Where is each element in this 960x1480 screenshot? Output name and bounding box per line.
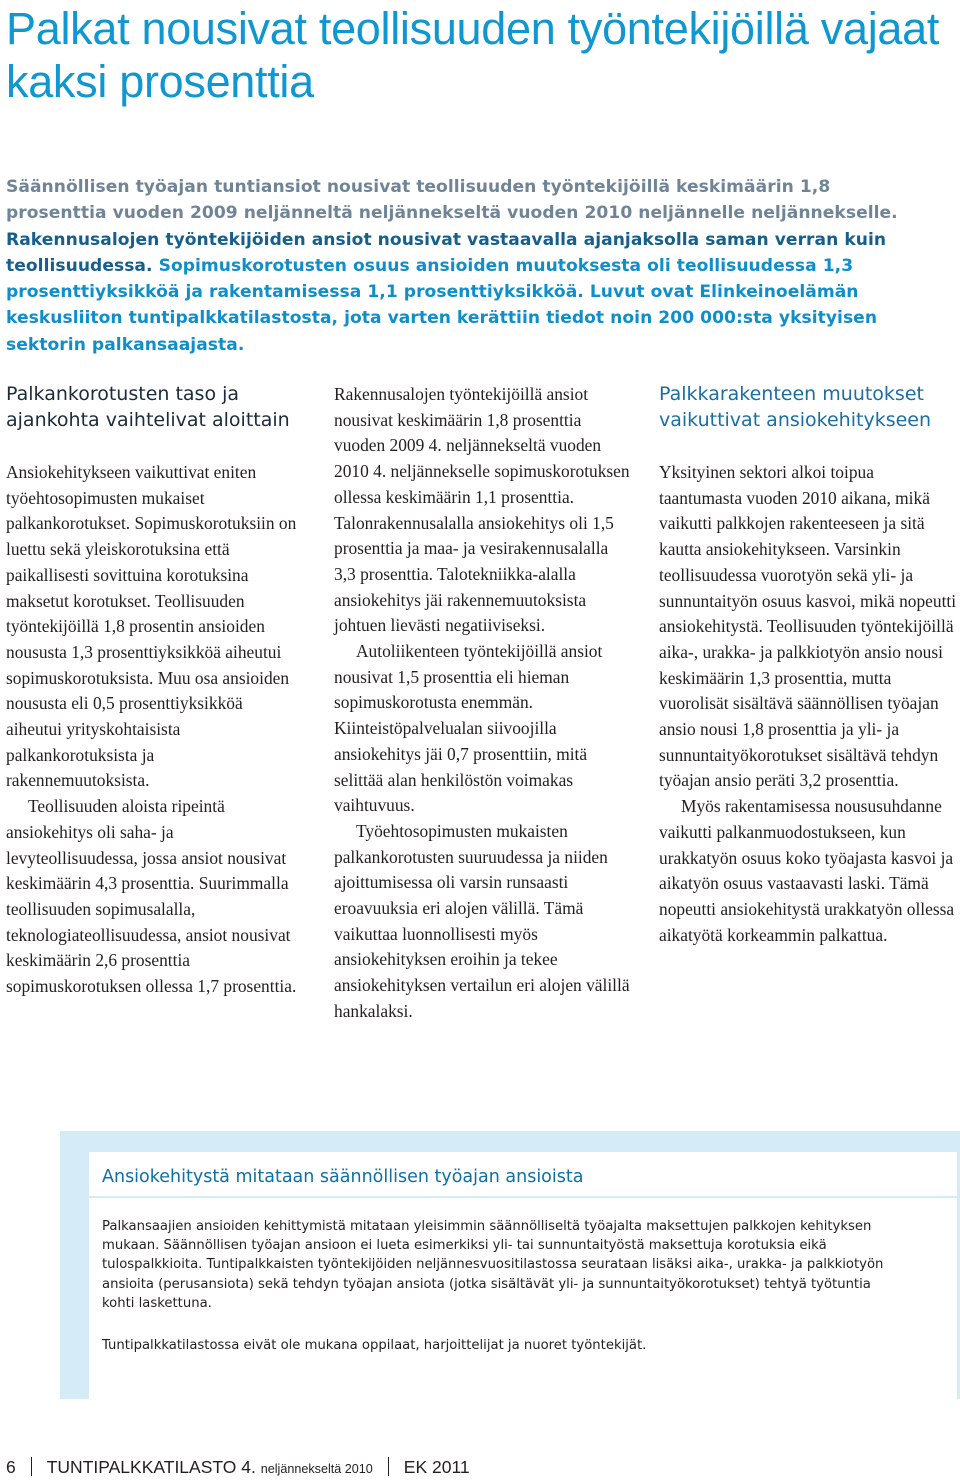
info-box-text-2: Tuntipalkkatilastossa eivät ole mukana oppilaat, harjoittelijat ja nuoret työntekijät. — [102, 1338, 647, 1353]
column-right-paragraph-1: Yksityinen sektori alkoi toipua taantumasta vuoden 2010 aikana, mikä vaikutti palkkojen rakenteeseen ja sitä kautta ansiokehitykseen. Varsinkin teollisuudessa vuorotyön sekä yli- ja sunnuntaityön osuus kasvoi, mikä nopeutti ansiokehitystä. Teollisuuden työntekijöillä aika-, urakka- ja palkkiotyön ansio nousi keskimäärin 1,3 prosenttia, mutta vuorolisät sisältävä säännöllisen työajan ansio nousi 1,8 prosenttia ja yli- ja sunnuntaityökorotukset sisältävä tehdyn työajan ansio peräti 3,2 prosenttia. — [659, 462, 957, 791]
column-right-paragraph-2: Myös rakentamisessa noususuhdanne vaikutti palkanmuodostukseen, kun urakkatyön osuus koko työajasta kasvoi ja aikatyön osuus vastaavasti laski. Tämä nopeutti ansiokehitystä urakkatyön ollessa aikatyötä korkeammin palkattua. — [659, 796, 955, 945]
column-left-heading: Palkankorotusten taso ja ajankohta vaihtelivat aloittain — [6, 383, 290, 431]
lead-part-3: Sopimuskorotusten osuus ansioiden muutoksesta oli teollisuudessa 1,3 prosenttiyksikköä ja rakentamisessa 1,1 prosenttiyksikköä. Luvut ovat Elinkeinoelämän keskusliiton tuntipalkkatilastosta, jota varten kerättiin tiedot noin 200 000:sta yksityisen sektorin palkansaajasta. — [6, 255, 878, 355]
info-box-title: Ansiokehitystä mitataan säännöllisen työajan ansioista — [102, 1167, 584, 1187]
lead-paragraph — [6, 174, 906, 358]
column-middle-paragraph-3: Työehtosopimusten mukaisten palkankorotusten suuruudessa ja niiden ajoittumisessa oli varsin runsaasti eroavuuksia eri alojen välillä. Tämä vaikuttaa luonnollisesti myös ansiokehityksen eroihin ja tekee ansiokehityksen vertailun eri alojen välillä hankalaksi. — [334, 820, 630, 1021]
edition: EK 2011 — [403, 1457, 470, 1477]
footer-divider — [31, 1457, 32, 1476]
column-right — [659, 382, 959, 948]
column-left — [6, 382, 298, 1000]
publication-name: TUNTIPALKKATILASTO — [46, 1457, 237, 1477]
footer-divider — [388, 1457, 389, 1476]
quarter-text: neljännekseltä 2010 — [260, 1462, 373, 1476]
column-middle-paragraph-1: Rakennusalojen työntekijöillä ansiot nousivat keskimäärin 1,8 prosenttia vuoden 2009 4. neljännekseltä vuoden 2010 4. neljännekselle sopimuskorotuksen ollessa keskimäärin 1,1 prosenttia. Talonrakennusalalla ansiokehitys oli 1,5 prosenttia ja maa- ja vesirakennusalalla 3,3 prosenttia. Talotekniikka-alalla ansiokehitys jäi rakennemuutoksista johtuen lievästi negatiiviseksi. — [334, 384, 630, 636]
column-middle-paragraph-2: Autoliikenteen työntekijöillä ansiot nousivat 1,5 prosenttia eli hieman sopimuskorotusta enemmän. Kiinteistöpalvelualan siivoojilla ansiokehitys jäi 0,7 prosenttiin, mitä selittää alan henkilöstön voimakas vaihtuvuus. — [334, 641, 603, 816]
page-number: 6 — [6, 1457, 16, 1477]
column-left-paragraph-2: Teollisuuden aloista ripeintä ansiokehitys oli saha- ja levyteollisuudessa, jossa ansiot nousivat keskimäärin 4,3 prosenttia. Suurimmalla teollisuuden sopimusalalla, teknologiateollisuudessa, ansiot nousivat keskimäärin 2,6 prosenttia sopimuskorotuksen ollessa 1,7 prosenttia. — [6, 796, 297, 997]
info-box-divider — [89, 1196, 957, 1198]
page-footer — [6, 1456, 470, 1478]
info-box — [60, 1131, 960, 1399]
column-right-heading: Palkkarakenteen muutokset vaikuttivat ansiokehitykseen — [659, 383, 932, 431]
lead-part-1: Säännöllisen työajan tuntiansiot nousivat teollisuuden työntekijöillä keskimäärin 1,8 prosenttia vuoden 2009 neljänneltä neljännekseltä vuoden 2010 neljännelle neljännekselle. — [6, 177, 898, 224]
quarter-number: 4. — [241, 1457, 256, 1477]
page-title: Palkat nousivat teollisuuden työntekijöillä vajaat kaksi prosenttia — [6, 3, 940, 107]
info-box-panel — [89, 1152, 957, 1399]
column-left-paragraph-1: Ansiokehitykseen vaikuttivat eniten työehtosopimusten mukaiset palkankorotukset. Sopimuskorotuksiin on luettu sekä yleiskorotuksina että paikallisesti sovittuina korotuksina maksetut korotukset. Teollisuuden työntekijöillä 1,8 prosentin ansioiden noususta 1,3 prosenttiyksikköä aiheutui sopimuskorotuksista. Muu osa ansioiden noususta eli 0,5 prosenttiyksikköä aiheutui yrityskohtaisista palkankorotuksista ja rakennemuutoksista. — [6, 462, 297, 791]
lead-part-2: Rakennusalojen työntekijöiden ansiot nousivat vastaavalla ajanjaksolla saman verran kuin teollisuudessa. — [6, 229, 887, 276]
info-box-text-1: Palkansaajien ansioiden kehittymistä mitataan yleisimmin säännölliseltä työajalta maksettujen palkkojen kehityksen mukaan. Säännöllisen työajan ansioon ei lueta esimerkiksi yli- tai sunnuntaityöstä maksettuja korotuksia eikä tulospalkkioita. Tuntipalkkaisten työntekijöiden neljännesvuositilastossa seurataan lisäksi aika-, urakka- ja palkkiotyön ansioita (perusansiota) sekä tehdyn työajan ansiota (jotka sisältävät yli- ja sunnuntaityökorotukset) tehtyä työtuntia kohti laskettuna. — [102, 1219, 884, 1311]
column-middle — [334, 382, 632, 1025]
